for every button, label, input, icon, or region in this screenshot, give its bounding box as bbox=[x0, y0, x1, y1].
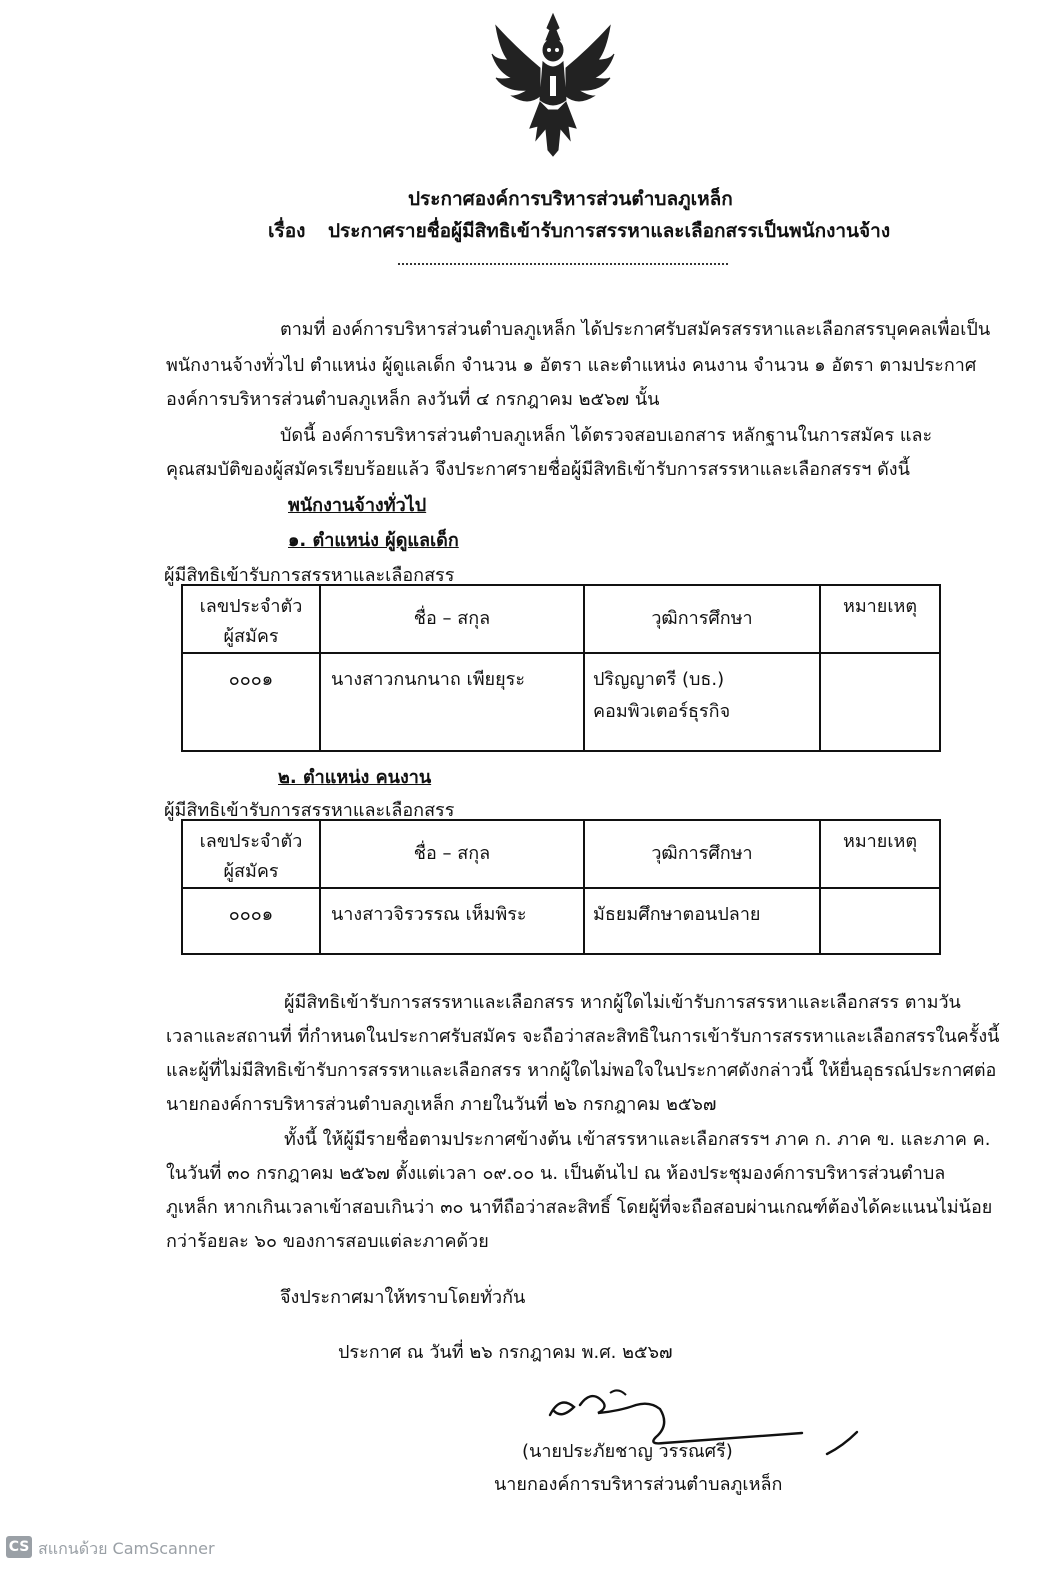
section-heading: พนักงานจ้างทั่วไป bbox=[288, 495, 427, 516]
notice-p3-line-1: ผู้มีสิทธิเข้ารับการสรรหาและเลือกสรร หากผู้ใดไม่เข้ารับการสรรหาและเลือกสรร ตามวัน bbox=[284, 992, 961, 1013]
col-note: หมายเหตุ bbox=[842, 831, 918, 852]
intro-p1-line-1: ตามที่ องค์การบริหารส่วนตำบลภูเหล็ก ได้ประกาศรับสมัครสรรหาและเลือกสรรบุคคลเพื่อเป็น bbox=[280, 319, 991, 340]
notice-p3-line-2: เวลาและสถานที่ ที่กำหนดในประกาศรับสมัคร จะถือว่าสละสิทธิในการเข้ารับการสรรหาและเลือกสรรในครั้งนี้ bbox=[166, 1026, 1000, 1047]
intro-p2-line-1: บัดนี้ องค์การบริหารส่วนตำบลภูเหล็ก ได้ตรวจสอบเอกสาร หลักฐานในการสมัคร และ bbox=[280, 425, 933, 446]
header-cell-note bbox=[820, 585, 940, 653]
signatory-name: (นายประภัยชาญ วรรณศรี) bbox=[522, 1441, 733, 1462]
position-1-heading: ๑. ตำแหน่ง ผู้ดูแลเด็ก bbox=[288, 530, 459, 551]
header-cell-id bbox=[182, 585, 320, 653]
intro-p2-line-2: คุณสมบัติของผู้สมัครเรียบร้อยแล้ว จึงประกาศรายชื่อผู้มีสิทธิเข้ารับการสรรหาและเลือกสรรฯ ดังนี้ bbox=[166, 459, 910, 480]
col-edu: วุฒิการศึกษา bbox=[651, 608, 753, 629]
candidate-table-2 bbox=[181, 819, 941, 955]
table-header-row bbox=[182, 820, 940, 888]
signature-tick bbox=[825, 1428, 861, 1458]
cell-note bbox=[820, 653, 940, 751]
notice-p4-line-1: ทั้งนี้ ให้ผู้มีรายชื่อตามประกาศข้างต้น เข้าสรรหาและเลือกสรรฯ ภาค ก. ภาค ข. และภาค ค. bbox=[284, 1129, 991, 1150]
table-row bbox=[182, 888, 940, 954]
header-cell-name bbox=[320, 585, 584, 653]
notice-p4-line-4: กว่าร้อยละ ๖๐ ของการสอบแต่ละภาคด้วย bbox=[166, 1231, 489, 1252]
col-id-line2: ผู้สมัคร bbox=[223, 626, 279, 647]
dotted-divider bbox=[398, 259, 728, 265]
cell-note bbox=[820, 888, 940, 954]
garuda-emblem-icon bbox=[488, 10, 618, 160]
col-id-line1: เลขประจำตัว bbox=[199, 596, 303, 617]
signatory-title: นายกองค์การบริหารส่วนตำบลภูเหล็ก bbox=[494, 1474, 783, 1495]
cell-id: ๐๐๐๑ bbox=[182, 888, 320, 954]
position-1-caption: ผู้มีสิทธิเข้ารับการสรรหาและเลือกสรร bbox=[164, 565, 455, 586]
col-name: ชื่อ – สกุล bbox=[413, 608, 491, 629]
notice-p4-line-3: ภูเหล็ก หากเกินเวลาเข้าสอบเกินว่า ๓๐ นาทีถือว่าสละสิทธิ์ โดยผู้ที่จะถือสอบผ่านเกณฑ์ต้องได้คะแนนไม่น้อย bbox=[166, 1197, 993, 1218]
cell-edu: มัธยมศึกษาตอนปลาย bbox=[584, 888, 820, 954]
camscanner-watermark: สแกนด้วย CamScanner bbox=[38, 1539, 215, 1558]
camscanner-logo: CS bbox=[6, 1536, 32, 1558]
col-name: ชื่อ – สกุล bbox=[413, 843, 491, 864]
header-cell-note bbox=[820, 820, 940, 888]
cell-id: ๐๐๐๑ bbox=[182, 653, 320, 751]
position-2-heading: ๒. ตำแหน่ง คนงาน bbox=[278, 767, 432, 788]
col-id-line1: เลขประจำตัว bbox=[199, 831, 303, 852]
intro-p1-line-3: องค์การบริหารส่วนตำบลภูเหล็ก ลงวันที่ ๔ กรกฎาคม ๒๕๖๗ นั้น bbox=[166, 389, 660, 410]
header-cell-name bbox=[320, 820, 584, 888]
cell-name: นางสาวกนกนาถ เพียยุระ bbox=[320, 653, 584, 751]
announcement-date: ประกาศ ณ วันที่ ๒๖ กรกฎาคม พ.ศ. ๒๕๖๗ bbox=[338, 1342, 673, 1363]
candidate-table-1 bbox=[181, 584, 941, 752]
notice-p4-line-2: ในวันที่ ๓๐ กรกฎาคม ๒๕๖๗ ตั้งแต่เวลา ๐๙.๐๐ น. เป็นต้นไป ณ ห้องประชุมองค์การบริหารส่วนตำบล bbox=[166, 1163, 946, 1184]
intro-p1-line-2: พนักงานจ้างทั่วไป ตำแหน่ง ผู้ดูแลเด็ก จำนวน ๑ อัตรา และตำแหน่ง คนงาน จำนวน ๑ อัตรา ตามประกาศ bbox=[166, 355, 977, 376]
table-row bbox=[182, 653, 940, 751]
subject-text: ประกาศรายชื่อผู้มีสิทธิเข้ารับการสรรหาและเลือกสรรเป็นพนักงานจ้าง bbox=[328, 220, 891, 242]
notice-p3-line-3: และผู้ที่ไม่มีสิทธิเข้ารับการสรรหาและเลือกสรร หากผู้ใดไม่พอใจในประกาศดังกล่าวนี้ ให้ยื่นอุธรณ์ประกาศต่อ bbox=[166, 1060, 997, 1081]
closing-text: จึงประกาศมาให้ทราบโดยทั่วกัน bbox=[280, 1287, 526, 1308]
header-cell-id bbox=[182, 820, 320, 888]
header-cell-edu bbox=[584, 585, 820, 653]
subject-label: เรื่อง bbox=[268, 220, 306, 242]
table-header-row bbox=[182, 585, 940, 653]
position-2-caption: ผู้มีสิทธิเข้ารับการสรรหาและเลือกสรร bbox=[164, 800, 455, 821]
col-note: หมายเหตุ bbox=[842, 596, 918, 617]
notice-p3-line-4: นายกองค์การบริหารส่วนตำบลภูเหล็ก ภายในวันที่ ๒๖ กรกฎาคม ๒๕๖๗ bbox=[166, 1094, 717, 1115]
col-id-line2: ผู้สมัคร bbox=[223, 861, 279, 882]
header-cell-edu bbox=[584, 820, 820, 888]
announcement-title: ประกาศองค์การบริหารส่วนตำบลภูเหล็ก bbox=[408, 188, 733, 210]
col-edu: วุฒิการศึกษา bbox=[651, 843, 753, 864]
cell-name: นางสาวจิรวรรณ เห็มพิระ bbox=[320, 888, 584, 954]
cell-edu: ปริญญาตรี (บธ.) คอมพิวเตอร์ธุรกิจ bbox=[584, 653, 820, 751]
